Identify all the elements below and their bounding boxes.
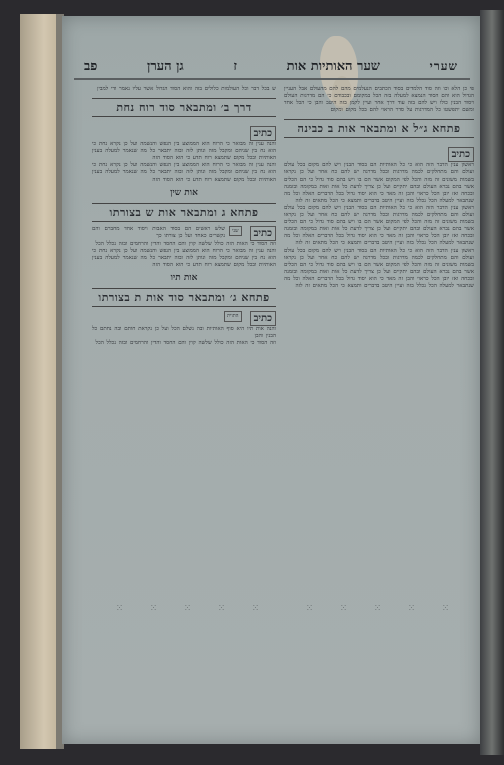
left-heading-2: פתחא ג ומתבאר אות ש בצורתו [92,203,276,222]
book-spine [20,14,60,749]
left-ketiv-label-2: כתיב [250,226,276,241]
right-heading: פתחא ג״ל א ומתבאר אות ב כבינה [284,119,474,138]
ornament-glyph: ⵘ [408,604,414,612]
section-tav: אות תיו [170,273,198,284]
right-body-text-cont2: ראשון ענין הדבר הזה הוא כי כל האותיות הם בסוד הבנין ויש להם מקום בכל עולם ועולם והם מתחלקים לכמה מדרגות ובכל מדרגה יש להם כח אחר ועל כן נקראו בשמות משונים זה מזה והכל לפי המקום אשר הם בו ויש בהם סוד גדול כי הם הכלים אשר בהם נברא העולם ובהם יתקיים ועל כן צריך לדעת כל אות ואות במקומה ובזמנה ובכחה ואז יובן הכל כראוי והבן זה מאד כי הוא יסוד גדול בכל הדברים האלה וכל מה שנתבאר למעלה הכל נכלל בזה ועיין היטב בדברים ותמצא כי הכל מתאים זה לזה [283,247,474,289]
left-ketiv-label-1: כתיב [250,126,276,141]
left-heading-3: פתחא ג׳ ומתבאר סוד אות ת בצורתו [92,288,276,307]
left-intro-text: ש בכל דבר וכל העולמות כלולים בזה והוא הסוד הגדול אשר עליו נאמר ודי למבין [97,86,276,92]
header-center: שער האותיות אות [286,59,380,74]
left-body-2b: וזה הסוד כי האות הזה כולל שלשה קוין והם החסד והדין והרחמים ובזה נכלל הכל [95,240,276,247]
footer-ornament-left [102,604,272,612]
ornament-glyph: ⵘ [184,604,190,612]
tav-row [92,311,276,326]
left-body-2b-cont: והנה ענין זה מבואר כי הרוח הוא הממוצע בין הנפש והנשמה ועל כן נקרא נחת כי הוא נח בין שניהם ומקבל מזה ונותן לזה ובזה יתבאר כל מה שנאמר למעלה בענין האותיות ובכל מקום שתמצא רוח תדע כי הוא הסוד הזה [92,247,276,268]
shin-box: שני [229,226,241,237]
book-page [62,16,480,744]
left-column [92,86,276,347]
left-body-1: והנה ענין זה מבואר כי הרוח הוא הממוצע בין הנפש והנשמה ועל כן נקרא נחת כי הוא נח בין שניהם ומקבל מזה ונותן לזה ובזה יתבאר כל מה שנאמר למעלה בענין האותיות ובכל מקום שתמצא רוח תדע כי הוא הסוד הזה [92,141,276,162]
page-header [62,56,480,76]
header-rule [74,78,470,80]
ornament-glyph: ⵘ [252,604,258,612]
ornament-glyph: ⵘ [116,604,122,612]
right-body-text-cont: ראשון ענין הדבר הזה הוא כי כל האותיות הם בסוד הבנין ויש להם מקום בכל עולם ועולם והם מתחלקים לכמה מדרגות ובכל מדרגה יש להם כח אחר ועל כן נקראו בשמות משונים זה מזה והכל לפי המקום אשר הם בו ויש בהם סוד גדול כי הם הכלים אשר בהם נברא העולם ובהם יתקיים ועל כן צריך לדעת כל אות ואות במקומה ובזמנה ובכחה ואז יובן הכל כראוי והבן זה מאד כי הוא יסוד גדול בכל הדברים האלה וכל מה שנתבאר למעלה הכל נכלל בזה ועיין היטב בדברים ותמצא כי הכל מתאים זה לזה [283,204,474,247]
left-body-3-cont: וזה הסוד כי האות הזה כולל שלשה קוין והם החסד והדין והרחמים ובזה נכלל הכל [95,340,276,347]
shin-row [92,226,276,241]
left-body-2: שלש ראשים הם בסוד האבות ויסוד אחד מחברם והם נקשרים כאחד ועל כן צורתו כך [92,225,226,239]
left-heading-1: דרך ב׳ ומתבאר סוד רוח נחת [92,98,276,117]
footer-ornament-right [292,604,462,612]
ornament-glyph: ⵘ [374,604,380,612]
ornament-glyph: ⵘ [442,604,448,612]
ornament-glyph: ⵘ [306,604,312,612]
section-shin: אות שין [170,187,198,198]
left-body-3: והנה אות תיו היא סוף האותיות ובה נשלם הכל ועל כן נקראת חותם ובה נחתם כל הבנין והבן [92,326,276,340]
left-ketiv-label-3: כתיב [250,311,276,326]
adjacent-page-edge [480,10,504,755]
header-letter: ז [233,59,237,74]
header-right: שערי [429,58,458,73]
right-column [284,86,474,290]
hatavot-box: התוית [224,311,242,322]
left-body-1-cont: והנה ענין זה מבואר כי הרוח הוא הממוצע בין הנפש והנשמה ועל כן נקרא נחת כי הוא נח בין שניהם ומקבל מזה ונותן לזה ובזה יתבאר כל מה שנאמר למעלה בענין האותיות ובכל מקום שתמצא רוח תדע כי הוא הסוד הזה [92,162,276,183]
ornament-glyph: ⵘ [150,604,156,612]
ornament-glyph: ⵘ [340,604,346,612]
page-number: פב [84,59,98,74]
ornament-glyph: ⵘ [218,604,224,612]
right-body-text: ראשון ענין הדבר הזה הוא כי כל האותיות הם בסוד הבנין ויש להם מקום בכל עולם ועולם והם מתחלקים לכמה מדרגות ובכל מדרגה יש להם כח אחר ועל כן נקראו בשמות משונים זה מזה והכל לפי המקום אשר הם בו ויש בהם סוד גדול כי הם הכלים אשר בהם נברא העולם ובהם יתקיים ועל כן צריך לדעת כל אות ואות במקומה ובזמנה ובכחה ואז יובן הכל כראוי והבן זה מאד כי הוא יסוד גדול בכל הדברים האלה וכל מה שנתבאר למעלה הכל נכלל בזה ועיין היטב בדברים ותמצא כי הכל מתאים זה לזה [283,162,474,204]
header-running-title: גן הערן [147,59,184,74]
right-intro-text: פי כן הלא וכו וזה סוד הלמדים בסוד הכתבים הנעלמים מהם להם מהעולם אבל העניין הגדול הוא והם הסוד הנמצא למעלה בזה הכל במקומם ובכבודם כי הם מדרגות העולם ויסוד הבנין כולו ויש להם בזה עוד דרך אחר ועיין לקמן בזה היטב והבן כי הכל אחד ומשם יתפשטו כל המדרגות על סדר הראוי להם בכל מקום ומקום [284,86,474,114]
right-ketiv-label: כתיב [448,147,474,162]
